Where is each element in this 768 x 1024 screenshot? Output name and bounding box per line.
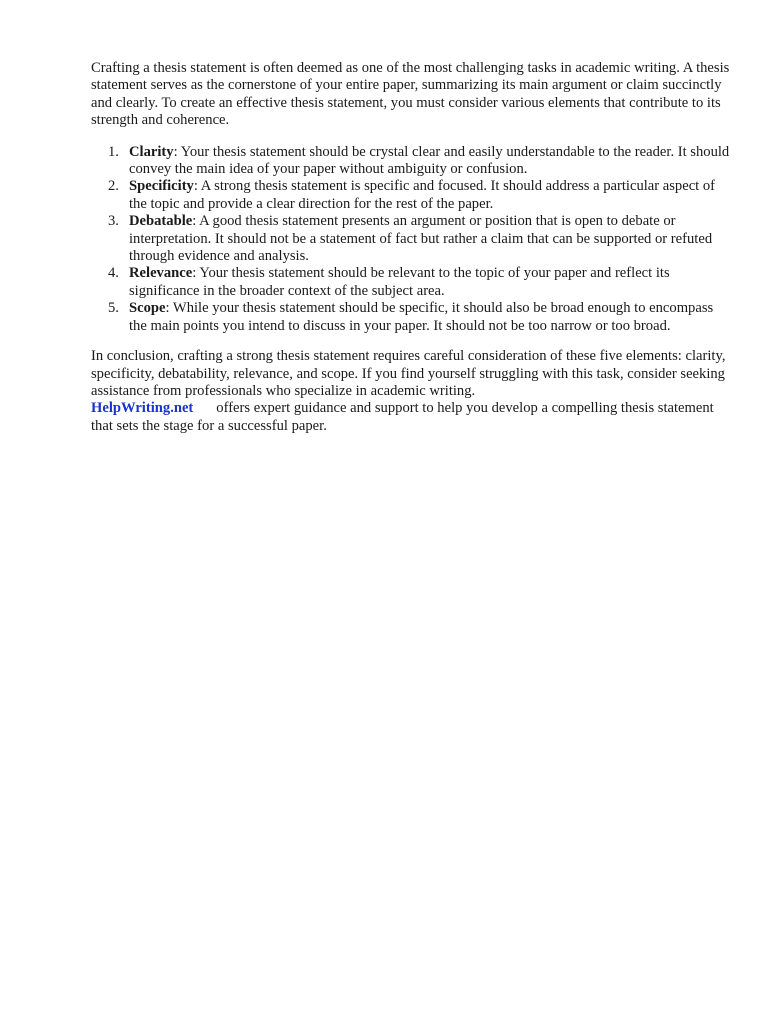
- list-term: Scope: [129, 300, 166, 317]
- list-number: 3.: [108, 213, 119, 230]
- list-text: : Your thesis statement should be crystal clear and easily understandable to the reader. It should convey the main idea of your paper without ambiguity or confusion.: [129, 143, 730, 178]
- list-number: 5.: [108, 300, 119, 317]
- list-number: 2.: [108, 178, 119, 195]
- list-item: [91, 213, 731, 265]
- conclusion-text: In conclusion, crafting a strong thesis statement requires careful consideration of these five elements: clarity, specificity, debatability, relevance, and scope. If you find yourself struggling with this task, consider seeking assistance from professionals who specialize in academic writing.: [91, 348, 726, 399]
- list-item: [91, 265, 731, 300]
- document-page: [91, 60, 731, 435]
- conclusion-after-link: offers expert guidance and support to help you develop a compelling thesis statement that sets the stage for a successful paper.: [91, 400, 714, 434]
- list-text: : A strong thesis statement is specific and focused. It should address a particular aspect of the topic and provide a clear direction for the rest of the paper.: [129, 178, 716, 212]
- list-number: 1.: [108, 143, 119, 160]
- list-term: Debatable: [129, 213, 193, 230]
- list-item: [91, 300, 731, 335]
- intro-paragraph: Crafting a thesis statement is often deemed as one of the most challenging tasks in academic writing. A thesis statement serves as the cornerstone of your entire paper, summarizing its main argument or claim succinctly and clearly. To create an effective thesis statement, you must consider various elements that contribute to its strength and coherence.: [91, 60, 730, 129]
- list-term: Specificity: [129, 178, 194, 195]
- list-text: : A good thesis statement presents an argument or position that is open to debate or interpretation. It should not be a statement of fact but rather a claim that can be supported or refuted through evidence and analysis.: [129, 213, 713, 265]
- list-text: : While your thesis statement should be specific, it should also be broad enough to encompass the main points you intend to discuss in your paper. It should not be too narrow or too broad.: [129, 300, 714, 334]
- list-item: [91, 178, 731, 213]
- list-text: : Your thesis statement should be relevant to the topic of your paper and reflect its significance in the broader context of the subject area.: [129, 265, 670, 299]
- list-number: 4.: [108, 265, 119, 282]
- list-item: [91, 144, 731, 179]
- thesis-elements-list: [91, 144, 731, 335]
- list-term: Clarity: [129, 143, 174, 160]
- conclusion-paragraph: [91, 348, 731, 435]
- helpwriting-link[interactable]: HelpWriting.net: [91, 400, 194, 417]
- list-term: Relevance: [129, 265, 193, 282]
